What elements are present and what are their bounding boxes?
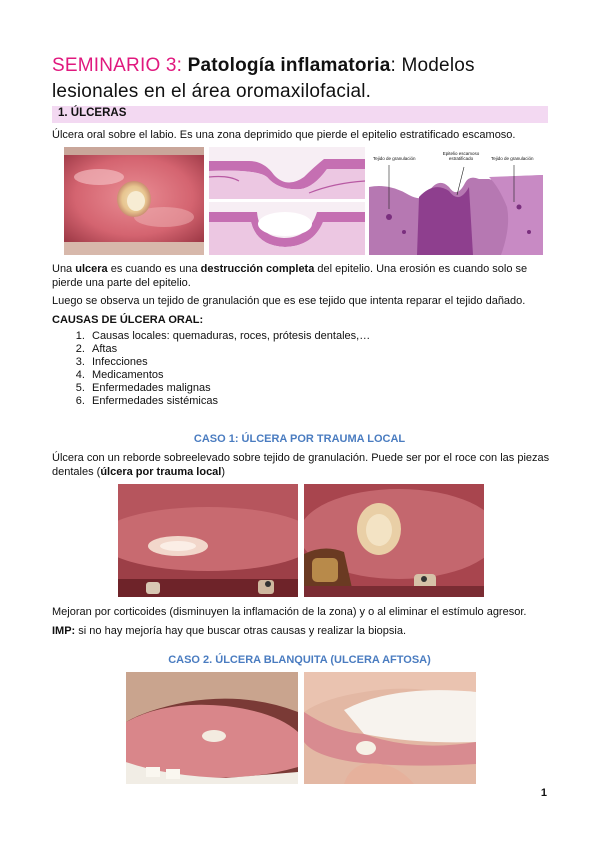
case2-photo-left (126, 672, 298, 784)
case1-photo-left (118, 484, 298, 597)
histology-labeled-photo (369, 147, 543, 255)
case1-after-text: Mejoran por corticoides (disminuyen la inflamación de la zona) y o al eliminar el estímulo agresor. (52, 606, 527, 618)
list-item: 3. Infecciones (88, 356, 370, 369)
case1-photo-right (304, 484, 484, 597)
list-item: 2. Aftas (88, 343, 370, 356)
topic-label: Patología inflamatoria (187, 55, 391, 76)
case1-heading: CASO 1: ÚLCERA POR TRAUMA LOCAL (193, 433, 406, 445)
def-term-ulcera: ulcera (75, 263, 108, 275)
histo-label-middle: Epitelio escamoso estratificado (442, 151, 480, 161)
list-item: 6. Enfermedades sistémicas (88, 395, 370, 408)
case1-imp (52, 624, 552, 638)
ulcer-definition (52, 262, 552, 290)
granulation-text: Luego se observa un tejido de granulación que es ese tejido que intenta reparar el tejido dañado. (52, 295, 526, 307)
histology-panel-bottom (209, 202, 365, 255)
section-heading-bar (52, 106, 548, 123)
page-number: 1 (540, 787, 547, 799)
case2-photo-right (304, 672, 476, 784)
list-item: 5. Enfermedades malignas (88, 382, 370, 395)
def-text-2: es cuando es una (107, 263, 201, 275)
list-item: 1. Causas locales: quemaduras, roces, prótesis dentales,… (88, 330, 370, 343)
document-title (52, 53, 562, 105)
def-text-1: Una (52, 263, 76, 275)
title-separator-2: : (390, 55, 402, 76)
histo-label-right: Tejido de granulación (491, 156, 534, 161)
def-text-3: del epitelio. Una erosión es cuando solo se pierde una parte del epitelio. (52, 263, 528, 289)
causes-list (52, 330, 370, 408)
case1-text-2: ) (221, 466, 226, 478)
case1-text (52, 451, 552, 479)
seminar-label: SEMINARIO 3 (52, 55, 177, 76)
def-term-destruccion: destrucción completa (200, 263, 315, 275)
section-heading: 1. ÚLCERAS (58, 107, 127, 119)
title-rest: Modelos lesionales en el área oromaxilofacial. (52, 55, 475, 102)
case1-term: úlcera por trauma local (100, 466, 222, 478)
histology-panel-top (209, 147, 365, 199)
case2-heading: CASO 2. ÚLCERA BLANQUITA (ULCERA AFTOSA) (168, 654, 431, 666)
lip-ulcer-photo (64, 147, 204, 255)
title-separator: : (176, 55, 188, 76)
list-item: 4. Medicamentos (88, 369, 370, 382)
intro-text: Úlcera oral sobre el labio. Es una zona deprimido que pierde el epitelio estratificado escamoso. (52, 129, 516, 141)
causes-title: CAUSAS DE ÚLCERA ORAL: (52, 314, 204, 326)
imp-text: si no hay mejoría hay que buscar otras causas y realizar la biopsia. (75, 625, 407, 637)
case1-text-1: Úlcera con un reborde sobreelevado sobre tejido de granulación. Puede ser por el roce con las piezas dentales ( (52, 452, 550, 478)
imp-label: IMP: (52, 625, 76, 637)
histo-label-left: Tejido de granulación (373, 156, 416, 161)
